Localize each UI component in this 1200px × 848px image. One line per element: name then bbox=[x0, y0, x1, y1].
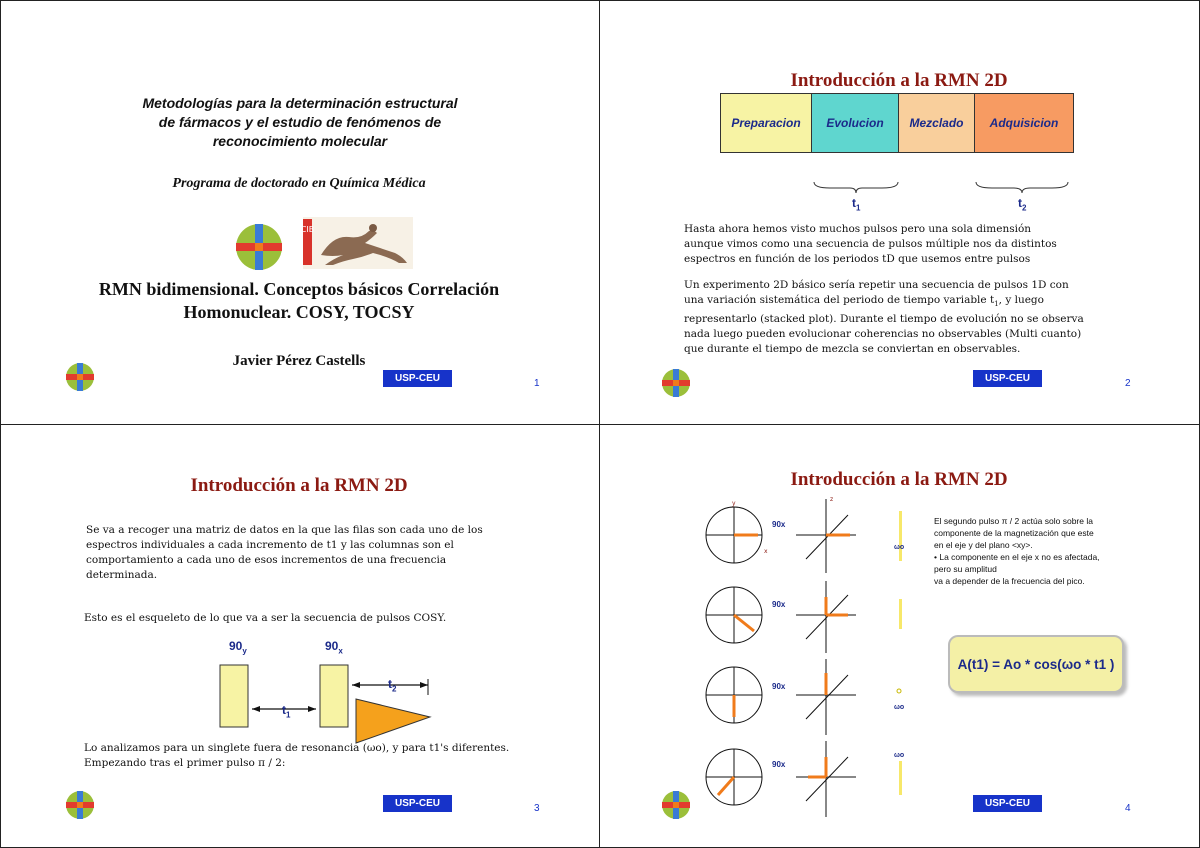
pulse-label: 90x bbox=[772, 682, 786, 691]
heading-line: Metodologías para la determinación estructural bbox=[142, 95, 458, 111]
usp-ceu-badge: USP-CEU bbox=[383, 795, 452, 812]
heading-line: reconocimiento molecular bbox=[212, 133, 388, 149]
author-name: Javier Pérez Castells bbox=[232, 353, 366, 369]
pulse-2-label bbox=[325, 639, 343, 655]
axis-z-label: z bbox=[830, 496, 834, 503]
pulse-2-angle: 90 bbox=[325, 639, 339, 653]
slide-2 bbox=[600, 0, 1198, 423]
sequence-brackets bbox=[810, 180, 1080, 194]
slide1-main-title bbox=[0, 278, 598, 324]
amplitude-formula: A(t1) = Ao * cos(ωo * t1 ) bbox=[948, 635, 1124, 693]
usp-ceu-badge: USP-CEU bbox=[973, 795, 1042, 812]
paragraph-1: Hasta ahora hemos visto muchos pulsos pero una sola dimensión aunque vimos como una secuencia de pulsos múltiple nos da distintos espectros en función de los periodos tD que usemos entre pulsos bbox=[684, 223, 1057, 265]
sequence-block-mezclado: Mezclado bbox=[898, 94, 974, 152]
t2-subscript: 2 bbox=[392, 684, 397, 694]
omega-label: ωo bbox=[894, 704, 905, 711]
omega-label: ωo bbox=[894, 752, 905, 759]
pulse-1-axis: y bbox=[242, 646, 247, 656]
paragraph-1: Se va a recoger una matriz de datos en la que las filas son cada uno de los espectros individuales a cada incremento de t1 y las columnas son el comportamiento a cada uno de esos incrementos de una frecuencia determinada. bbox=[86, 524, 483, 581]
pulse-2-axis: x bbox=[338, 646, 343, 656]
slide-3 bbox=[0, 425, 598, 848]
cib-letter: CIB bbox=[300, 225, 315, 234]
text-line: • La componente en el eje x no es afectada, bbox=[934, 552, 1100, 562]
paragraph-3: Lo analizamos para un singlete fuera de resonancia (ωo), y para t1's diferentes. Empezando tras el primer pulso π / 2: bbox=[84, 742, 510, 769]
t1-label bbox=[282, 703, 290, 719]
pulse-sequence-diagram bbox=[720, 93, 1074, 153]
magnetization-vector-diagrams bbox=[700, 495, 920, 825]
t1-subscript: 1 bbox=[286, 710, 291, 720]
pulse-label: 90x bbox=[772, 600, 786, 609]
usp-ceu-small-logo-icon bbox=[662, 369, 690, 397]
usp-ceu-small-logo-icon bbox=[66, 363, 94, 391]
slide-4 bbox=[600, 425, 1198, 848]
text-line: El segundo pulso π / 2 actúa solo sobre la bbox=[934, 516, 1093, 526]
slide-title: Introducción a la RMN 2D bbox=[790, 70, 1008, 91]
paragraph-2-part-b: , y luego representarlo (stacked plot). Durante el tiempo de evolución no se observa nada luego pueden evolucionar coherencias no observables (Multi cuanto) que durante el tiempo de mezcla se conviertan en observables. bbox=[684, 294, 1084, 356]
pulse-1-label bbox=[229, 639, 247, 655]
t1-letter: t bbox=[852, 196, 856, 210]
sequence-block-evolucion: Evolucion bbox=[811, 94, 898, 152]
cib-logo-icon bbox=[300, 217, 413, 269]
usp-ceu-badge: USP-CEU bbox=[383, 370, 452, 387]
t1-subscript: 1 bbox=[856, 203, 861, 213]
slide-title: Introducción a la RMN 2D bbox=[790, 469, 1008, 490]
t2-subscript: 2 bbox=[1022, 203, 1027, 213]
usp-ceu-logo-icon bbox=[236, 224, 282, 270]
t2-label bbox=[388, 677, 396, 693]
usp-ceu-small-logo-icon bbox=[66, 791, 94, 819]
text-line: va a depender de la frecuencia del pico. bbox=[934, 576, 1085, 586]
page-number: 2 bbox=[1125, 378, 1131, 389]
paragraph-2-part-a: Un experimento 2D básico sería repetir una secuencia de pulsos 1D con una variación sistemática del periodo de tiempo variable t bbox=[684, 279, 1069, 306]
text-line: en el eje y del plano <xy>. bbox=[934, 540, 1033, 550]
axis-y-label: y bbox=[732, 500, 736, 507]
t2-letter: t bbox=[1018, 196, 1022, 210]
text-line: componente de la magnetización que este bbox=[934, 528, 1094, 538]
main-title-line: RMN bidimensional. Conceptos básicos Correlación bbox=[98, 279, 500, 299]
pulse-label: 90x bbox=[772, 760, 786, 769]
t1-label bbox=[852, 196, 860, 212]
pulse-1-angle: 90 bbox=[229, 639, 243, 653]
text-line: pero su amplitud bbox=[934, 564, 997, 574]
main-title-line: Homonuclear. COSY, TOCSY bbox=[183, 302, 415, 322]
program-name: Programa de doctorado en Química Médica bbox=[172, 176, 426, 191]
heading-line: de fármacos y el estudio de fenómenos de bbox=[158, 114, 442, 130]
page-number: 3 bbox=[534, 803, 540, 814]
usp-ceu-small-logo-icon bbox=[662, 791, 690, 819]
slide-1 bbox=[0, 0, 598, 423]
sequence-block-adquisicion: Adquisicion bbox=[974, 94, 1073, 152]
omega-label: ωo bbox=[894, 544, 905, 551]
t2-label bbox=[1018, 196, 1026, 212]
slide-title: Introducción a la RMN 2D bbox=[190, 475, 408, 496]
t2-letter: t bbox=[388, 677, 392, 691]
paragraph-2: Esto es el esqueleto de lo que va a ser la secuencia de pulsos COSY. bbox=[84, 612, 447, 624]
page-number: 1 bbox=[534, 378, 540, 389]
pulse-label: 90x bbox=[772, 520, 786, 529]
axis-x-label: x bbox=[764, 548, 768, 555]
usp-ceu-badge: USP-CEU bbox=[973, 370, 1042, 387]
t1-letter: t bbox=[282, 703, 286, 717]
slide1-heading bbox=[60, 94, 540, 151]
paragraph-2: Un experimento 2D básico sería repetir una secuencia de pulsos 1D con una variación sistemática del periodo de tiempo variable $t_1$, y luego representarlo (stacked plot). Durante el tiempo de evolución no se observa nada luego pueden evolucionar coherencias no observables (Multi cuanto) que durante el tiempo de mezcla se conviertan en observables. bbox=[684, 279, 1084, 356]
slide4-text bbox=[934, 515, 1134, 587]
page-number: 4 bbox=[1125, 803, 1131, 814]
sequence-block-preparacion: Preparacion bbox=[721, 94, 811, 152]
